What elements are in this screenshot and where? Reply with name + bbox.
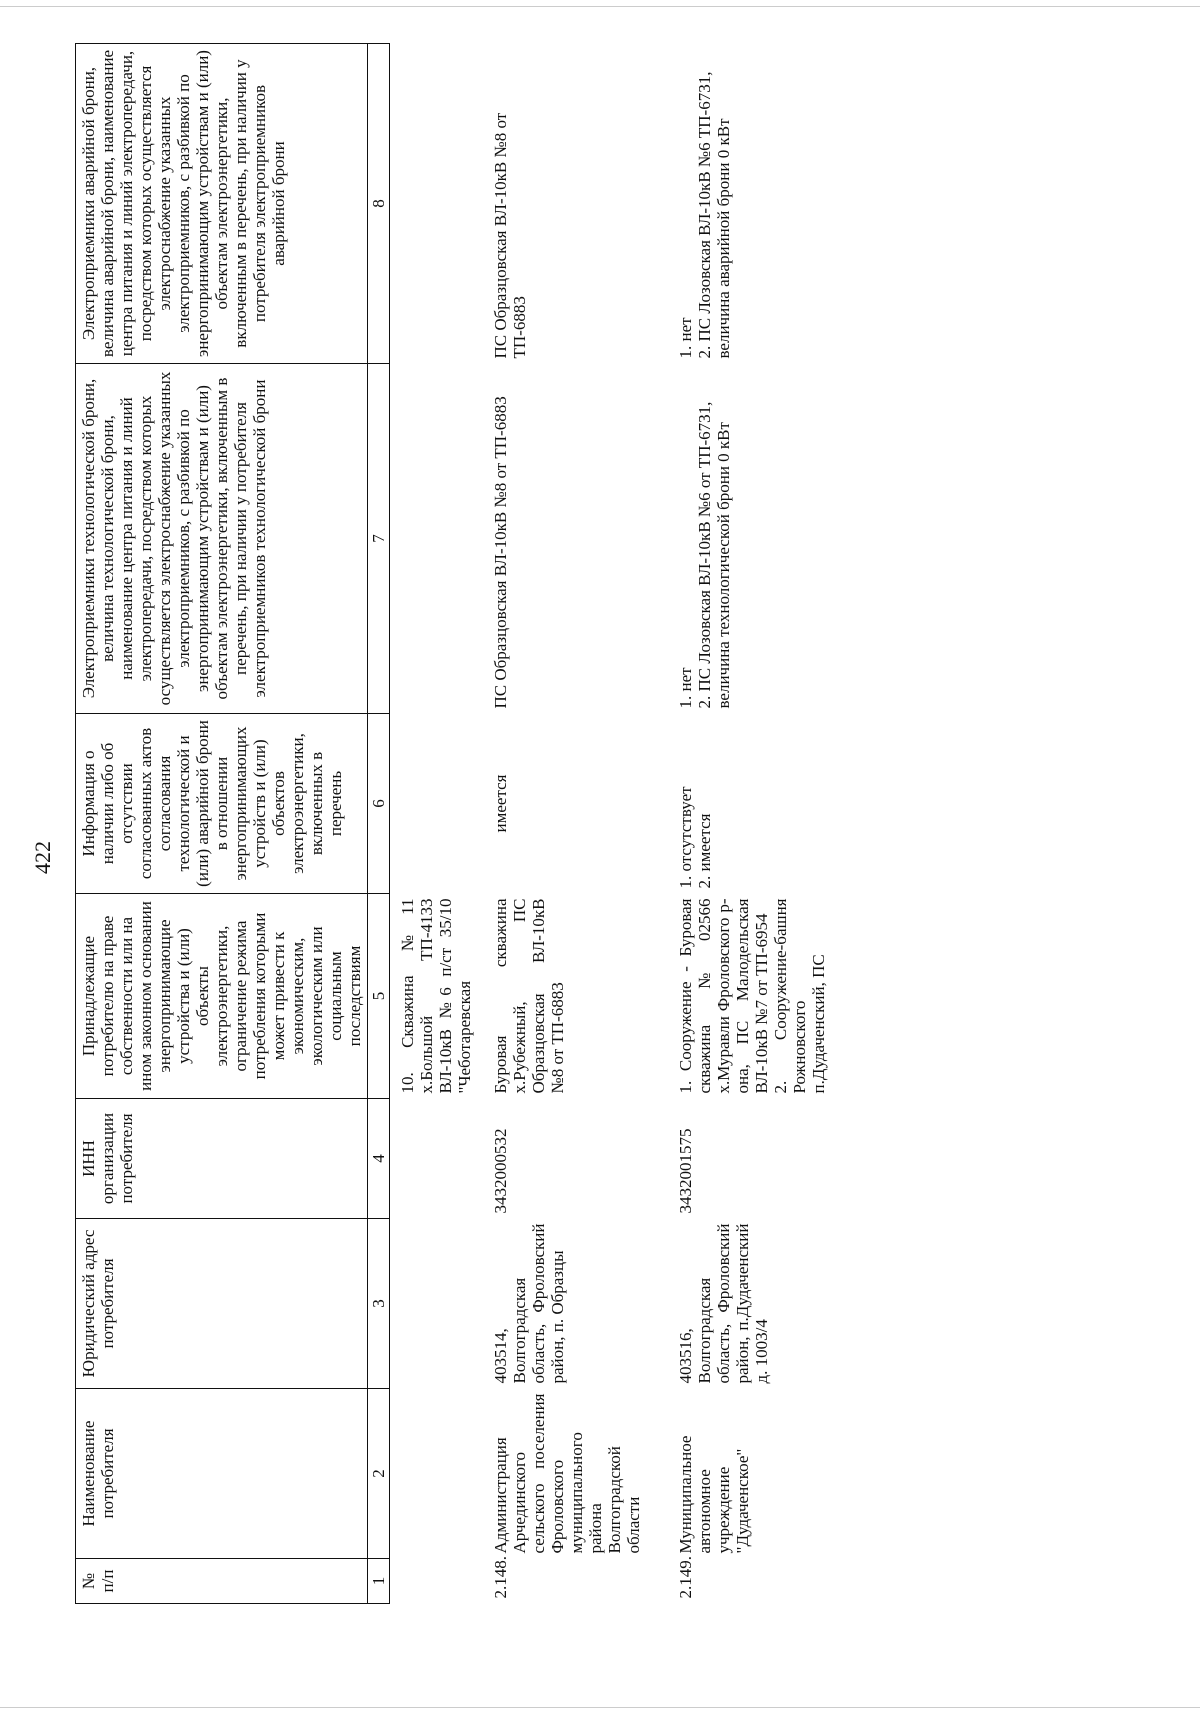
row-number: 2.148. [491,1556,510,1599]
column-number: 8 [368,44,390,364]
header-col-num: № п/п [76,1559,368,1604]
page-number: 422 [30,841,55,874]
consumer-name: Администрация Арчединского сельского поселения Фроловского муниципального района Волгоградской области [491,1393,643,1554]
header-col-info: Информация о наличии либо об отсутствии согласованных актов согласования технологической и (или) аварийной брони в отношении энергопринимающих устройств и (или) объектов электроэнергетики, включенных в перечень [76,714,368,894]
header-col-tech-bron: Электроприемники технологической брони, величина технологической брони, наименование центра питания и линий электропередачи, посредством которых осуществляется электроснабжение указанных электроприемников, с разбивкой по энергопринимающим устройствам и (или) объектам электроэнергетики, включенным в перечень, при наличии у потребителя электроприемников технологической брони [76,364,368,714]
consumers-table [75,43,831,1604]
avar-bron: 1. нет 2. ПС Лозовская ВЛ-10кВ №6 ТП-6731, величина аварийной брони 0 кВт [676,71,733,359]
column-number: 2 [368,1389,390,1559]
header-col-avar-bron: Электроприемники аварийной брони, величина аварийной брони, наименование центра питания и линий электропередачи, посредством которых осуществляется электроснабжение указанных электроприемников, с разбивкой по энергопринимающим устройствам и (или) объектам электроэнергетики, включенным в перечень, при наличии у потребителя электроприемников аварийной брони [76,44,368,364]
consumer-inn: 3432000532 [491,1128,510,1214]
header-col-address: Юридический адрес потребителя [76,1219,368,1389]
header-col-name: Наименование потребителя [76,1389,368,1559]
column-number: 4 [368,1099,390,1219]
avar-bron: ПС Образцовская ВЛ-10кВ №8 от ТП-6883 [491,112,529,359]
continuation-row [390,44,478,1604]
consumer-devices: 1. Сооружение - Буровая скважина №02566 х.Муравли Фроловского р-она, ПС Малодельская ВЛ-10кВ №7 от ТП-6954 2. Сооружение-башня Рожновского п.Дудаченский, ПС [676,898,828,1094]
consumer-name: Муниципальное автономное учреждение "Дудаченское" [676,1435,752,1554]
column-number: 6 [368,714,390,894]
consumer-devices: Буровая скважина х.Рубежный, ПС Образцовская ВЛ-10кВ №8 от ТП-6883 [491,898,567,1094]
agreement-info: 1. отсутствует 2. имеется [676,786,714,889]
table-row [646,44,831,1604]
table-body [390,44,832,1604]
header-col-inn: ИНН организации потребителя [76,1099,368,1219]
agreement-info: имеется [491,774,510,833]
continuation-devices: 10. Скважина №11 х.Большой ТП-4133 ВЛ-10кВ №6 п/ст 35/10 "Чеботаревская [398,898,474,1094]
consumer-address: 403514, Волгоградская область, Фроловский район, п. Образцы [491,1223,567,1384]
column-number: 1 [368,1559,390,1604]
column-number: 7 [368,364,390,714]
column-number: 3 [368,1219,390,1389]
row-number: 2.149. [676,1556,695,1599]
table-row [477,44,646,1604]
header-col-devices: Принадлежащие потребителю на праве собственности или на ином законном основании энергопринимающие устройства и (или) объекты электроэнергетики, ограничение режима потребления которыми может привести к экономическим, экологическим или социальным последствиям [76,894,368,1099]
tech-bron: 1. нет 2. ПС Лозовская ВЛ-10кВ №6 от ТП-6731, величина технологической брони 0 кВт [676,401,733,709]
table-header [76,44,368,1604]
column-numbers-row [368,44,390,1604]
consumer-inn: 3432001575 [676,1128,695,1214]
tech-bron: ПС Образцовская ВЛ-10кВ №8 от ТП-6883 [491,396,510,709]
column-number: 5 [368,894,390,1099]
consumer-address: 403516, Волгоградская область, Фроловский район, п.Дудаченский д. 1003/4 [676,1223,771,1384]
